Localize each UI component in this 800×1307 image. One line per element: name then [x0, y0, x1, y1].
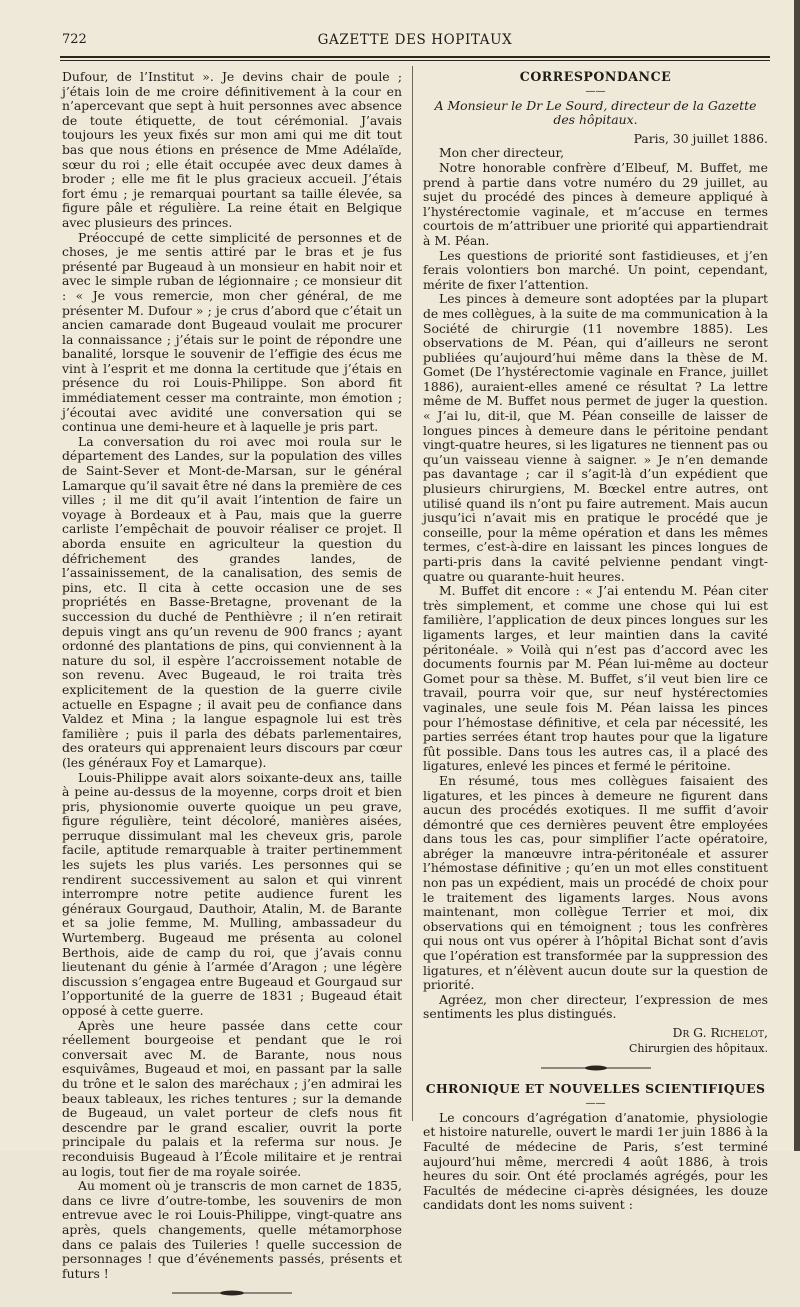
- letter-paragraph-4: M. Buffet dit encore : « J’ai entendu M. Péan citer très simplement, et comme une chose qui lui est familière, l’application de deux pinces longues sur les ligaments larges, et leur maintien dans la cavité péritonéale. » Voilà qui n’est pas d’accord avec les documents fournis par M. Péan lui-même au docteur Gomet pour sa thèse. M. Buffet, s’il veut bien lire ce travail, pourra voir que, sur neuf hystérectomies vaginales, une seule fois M. Péan laissa les pinces pour l’hémostase définitive, et cela par nécessité, les parties serrées étant trop hautes pour que la ligature fût possible. Dans tous les autres cas, il a placé des ligatures, enlevé les pinces et fermé le péritoine.: [423, 583, 768, 774]
- left-paragraph-1: Dufour, de l’Institut ». Je devins chair de poule ; j’étais loin de me croire définitivement à la cour en n’apercevant que sept à huit personnes avec absence de toute étiquette, de tout cérémonial. J’avais toujours les yeux fixés sur mon ami qui me dit tout bas que nous étions en présence de Mme Adélaïde, sœur du roi ; elle était occupée avec deux dames à broder ; elle me fit le plus gracieux accueil. J’étais fort ému ; je remarquai pourtant sa taille élevée, sa figure pâle et régulière. La reine était en Belgique avec plusieurs des princes.: [62, 69, 402, 230]
- running-title: GAZETTE DES HOPITAUX: [317, 32, 513, 48]
- header-rule-thin: [60, 60, 770, 61]
- chronicle-paragraph-1: Le concours d’agrégation d’anatomie, physiologie et histoire naturelle, ouvert le mardi 1er juin 1886 à la Faculté de médecine de Paris, s’est terminé aujourd’hui même, mercredi 4 août 1886, à trois heures du soir. Ont été proclamés agrégés, pour les Facultés de médecine ci-après désignées, les douze candidats dont les noms suivent :: [423, 1109, 768, 1213]
- right-column: [423, 70, 768, 1213]
- section-title-correspondance: CORRESPONDANCE: [519, 69, 672, 84]
- letter-signature: [423, 1026, 768, 1056]
- page-edge-shadow: [794, 0, 800, 1151]
- section-title-chronique: CHRONIQUE ET NOUVELLES SCIENTIFIQUES: [425, 1081, 766, 1097]
- letter-paragraph-2: Les questions de priorité sont fastidieuses, et j’en ferais volontiers bon marché. Un point, cependant, mérite de fixer l’attention.: [423, 247, 768, 292]
- section-ornament: [423, 1064, 768, 1076]
- left-paragraph-5: Après une heure passée dans cette cour réellement bourgeoise et pendant que le roi conversait avec M. de Barante, nous nous esquivâmes, Bugeaud et moi, en passant par la salle du trône et le salon des maréchaux ; j’en admirai les beaux tableaux, les riches tentures ; sur la demande de Bugeaud, un valet porteur de clefs nous fit descendre par le grand escalier, ouvrit la porte principale du palais et la referma sur nous. Je reconduisis Bugeaud à l’École militaire et je rentrai au logis, tout fier de ma royale soirée.: [62, 1017, 402, 1179]
- page-header: [60, 28, 770, 52]
- letter-opening: Mon cher directeur,: [439, 145, 565, 161]
- header-rule: [60, 56, 770, 58]
- ornament-rule-icon: [172, 1289, 292, 1297]
- signature-role: Chirurgien des hôpitaux.: [629, 1041, 768, 1055]
- left-paragraph-4: Louis-Philippe avait alors soixante-deux ans, taille à peine au-dessus de la moyenne, corps droit et bien pris, physionomie ouverte quoique un peu grave, figure régulière, teint décoloré, manières aisées, perruque dissimulant mal les cheveux gris, parole facile, aptitude remarquable à traiter pertinemment les sujets les plus variés. Les personnes qui se rendirent successivement au salon et qui vinrent interrompre notre petite audience furent les généraux Gourgaud, Dauthoir, Atalin, M. de Barante et sa jolie femme, M. Mulling, ambassadeur du Wurtemberg. Bugeaud me présenta au colonel Berthois, aide de camp du roi, que j’avais connu lieutenant du génie à l’armée d’Aragon ; une légère discussion s’engagea entre Bugeaud et Gourgaud sur l’opportunité de la guerre de 1831 ; Bugeaud était opposé à cette guerre.: [62, 769, 402, 1018]
- left-paragraph-2: Préoccupé de cette simplicité de personnes et de choses, je me sentis attiré par le bras et je fus présenté par Bugeaud à un monsieur en habit noir et avec le simple ruban de légionnaire ; ce monsieur dit : « Je vous remercie, mon cher général, de me présenter M. Dufour » ; je crus d’abord que c’était un ancien camarade dont Bugeaud voulait me procurer la connaissance ; j’étais sur le point de répondre une banalité, lorsque le souvenir de l’effigie des écus me vint à l’esprit et me donna la certitude que j’étais en présence du roi Louis-Philippe. Son abord fit immédiatement cesser ma contrainte, mon émotion ; j’écoutai avec avidité une conversation qui se continua une demi-heure et à laquelle je pris part.: [62, 229, 402, 435]
- letter-paragraph-3: Les pinces à demeure sont adoptées par la plupart de mes collègues, à la suite de ma communication à la Société de chirurgie (11 novembre 1885). Les observations de M. Péan, qui d’ailleurs ne seront publiées qu’aujourd’hui même dans la thèse de M. Gomet (De l’hystérectomie vaginale en France, juillet 1886), auraient-elles amené ce résultat ? La lettre même de M. Buffet nous permet de juger la question. « J’ai lu, dit-il, que M. Péan conseille de laisser de longues pinces à demeure dans le péritoine pendant vingt-quatre heures, si les ligatures ne tiennent pas ou qu’un vaisseau vienne à saigner. » Je n’en demande pas davantage ; car il s’agit-là d’un expédient que plusieurs chirurgiens, M. Bœckel entre autres, ont utilisé quand ils n’ont pu faire autrement. Mais aucun jusqu’ici n’avait mis en pratique le procédé que je conseille, pour la même opération et dans les mêmes termes, c’est-à-dire en laissant les pinces longues de parti-pris dans la cavité pelvienne pendant vingt-quatre ou quarante-huit heures.: [423, 291, 768, 584]
- letter-paragraph-1: Notre honorable confrère d’Elbeuf, M. Buffet, me prend à partie dans votre numéro du 29 juillet, au sujet du procédé des pinces à demeure appliqué à l’hystérectomie vaginale, et m’accuse en termes courtois de m’attribuer une priorité qui appartiendrait à M. Péan.: [423, 159, 768, 248]
- signature-name: Dr G. Richelot,: [672, 1025, 768, 1040]
- left-paragraph-3: La conversation du roi avec moi roula sur le département des Landes, sur la population des villes de Saint-Sever et Mont-de-Marsan, sur le général Lamarque qu’il savait être né dans la première de ces villes ; il me dit qu’il avait l’intention de faire un voyage à Bordeaux et à Pau, mais que la guerre carliste l’empêchait de pouvoir réaliser ce projet. Il aborda ensuite en agriculteur la question du défrichement des grandes landes, de l’assainissement, de la canalisation, des semis de pins, etc. Il cita à cette occasion une de ses propriétés en Basse-Bretagne, provenant de la succession du duché de Penthièvre ; il n’en retirait depuis vingt ans qu’un revenu de 900 francs ; ayant ordonné des plantations de pins, qui conviennent à la nature du sol, il espère l’accroissement notable de son revenu. Avec Bugeaud, le roi traita très explicitement de la question de la guerre civile actuelle en Espagne ; il avait peu de confiance dans Valdez et Mina ; la langue espagnole lui est très familière ; puis il parla des débats parlementaires, des orateurs qui apprenaient leurs discours par cœur (les généraux Foy et Lamarque).: [62, 433, 402, 770]
- section-dash: ——: [585, 85, 606, 97]
- letter-paragraph-5: En résumé, tous mes collègues faisaient des ligatures, et les pinces à demeure ne figurent dans aucun des procédés exotiques. Il me suffit d’avoir démontré que ces dernières peuvent être employées dans tous les cas, pour simplifier l’acte opératoire, abréger la manœuvre intra-péritonéale et assurer l’hémostase définitive ; qu’en un mot elles constituent non pas un expédient, mais un procédé de choix pour le traitement des ligaments larges. Nous avons maintenant, mon collègue Terrier et moi, dix observations qui en témoignent ; tous les confrères qui nous ont vus opérer à l’hôpital Bichat sont d’avis que l’opération est transformée par la suppression des ligatures, et n’élèvent aucun doute sur la question de priorité.: [423, 772, 768, 993]
- letter-address: A Monsieur le Dr Le Sourd, directeur de la Gazette des hôpitaux.: [434, 97, 757, 128]
- end-ornament: [62, 1289, 402, 1301]
- column-divider: [412, 66, 413, 1121]
- left-paragraph-6: Au moment où je transcris de mon carnet de 1835, dans ce livre d’outre-tombe, les souvenirs de mon entrevue avec le roi Louis-Philippe, vingt-quatre ans après, quels changements, quelle métamorphose dans ce palais des Tuileries ! quelle succession de personnages ! que d’événements passés, présents et futurs !: [62, 1178, 402, 1281]
- ornament-rule-icon: [541, 1064, 651, 1072]
- letter-dateline: Paris, 30 juillet 1886.: [633, 130, 768, 146]
- letter-paragraph-6: Agréez, mon cher directeur, l’expression de mes sentiments les plus distingués.: [423, 991, 768, 1022]
- left-column: [62, 70, 402, 1307]
- page-number: 722: [62, 32, 87, 47]
- chronicle-dash: ——: [585, 1097, 606, 1109]
